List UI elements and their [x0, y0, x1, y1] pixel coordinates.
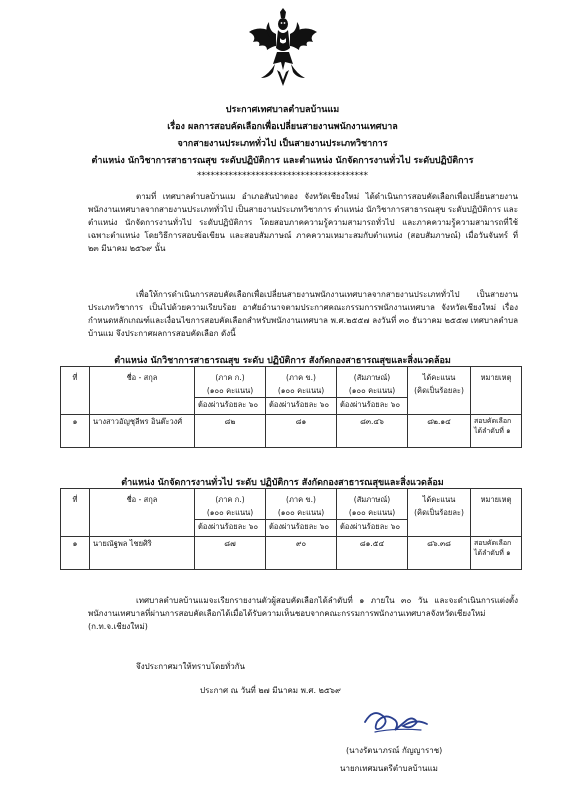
table-row — [61, 415, 522, 448]
row-part-b: ๙๐ — [266, 537, 337, 570]
row-interview: ๘๑.๕๔ — [337, 537, 408, 570]
col-name: ชื่อ - สกุล — [90, 367, 195, 415]
row-name: นางสาวอัญชุลีพร อินต๊ะวงศ์ — [90, 415, 195, 448]
paragraph-intro-text: ตามที่ เทศบาลตำบลบ้านแม อำเภอสันป่าตอง จังหวัดเชียงใหม่ ได้ดำเนินการสอบคัดเลือกเพื่อเปลี่ยนสายงานพนักงานเทศบาลจากสายงานประเภททั่วไป เป็นสายงานประเภทวิชาการ ตำแหน่ง นักวิชาการสาธารณสุข ระดับปฏิบัติการ และตำแหน่ง นักจัดการงานทั่วไป ระดับปฏิบัติการ โดยสอบภาคความรู้ความสามารถทั่วไป และภาคความรู้ความสามารถที่ใช้เฉพาะตำแหน่ง โดยวิธีการสอบข้อเขียน และสอบสัมภาษณ์ ภาคความเหมาะสมกับตำแหน่ง (สอบสัมภาษณ์) เมื่อวันจันทร์ ที่ ๒๓ มีนาคม ๒๕๖๙ นั้น — [88, 192, 518, 253]
row-part-a: ๘๗ — [195, 537, 266, 570]
paragraph-report-text: เทศบาลตำบลบ้านแมจะเรียกรายงานตัวผู้สอบคัดเลือกได้ลำดับที่ ๑ ภายใน ๓๐ วัน และจะดำเนินการแต่งตั้งพนักงานเทศบาลที่ผ่านการสอบคัดเลือกได้เมื่อได้รับความเห็นชอบจากคณะกรรมการพนักงานเทศบาลจังหวัดเชียงใหม่ (ก.ท.จ.เชียงใหม่) — [88, 596, 518, 631]
announcement-org: ประกาศเทศบาลตำบลบ้านแม — [225, 105, 340, 115]
col-notes: หมายเหตุ — [471, 367, 522, 415]
signer-name: (นางรัตนาภรณ์ กัญญาราช) — [346, 746, 443, 755]
row-percent: ๘๒.๑๔ — [408, 415, 471, 448]
col-name: ชื่อ - สกุล — [90, 489, 195, 537]
table-row — [61, 537, 522, 570]
score-table-public-health — [60, 366, 522, 448]
signer-title: นายกเทศมนตรีตำบลบ้านแม — [340, 764, 438, 773]
col-score: ได้คะแนน (คิดเป็นร้อยละ) — [408, 489, 471, 537]
announcement-subject: เรื่อง ผลการสอบคัดเลือกเพื่อเปลี่ยนสายงานพนักงานเทศบาล — [167, 122, 398, 132]
announcement-from-to: จากสายงานประเภททั่วไป เป็นสายงานประเภทวิชาการ — [177, 139, 388, 149]
row-notes: สอบคัดเลือกได้ลำดับที่ ๑ — [471, 415, 522, 448]
row-interview: ๘๓.๔๖ — [337, 415, 408, 448]
paragraph-closing-text: จึงประกาศมาให้ทราบโดยทั่วกัน — [136, 662, 246, 671]
col-no: ที่ — [61, 367, 90, 415]
col-part-b: (ภาค ข.) (๑๐๐ คะแนน) ต้องผ่านร้อยละ ๖๐ — [266, 367, 337, 415]
row-no: ๑ — [61, 415, 90, 448]
row-part-a: ๘๒ — [195, 415, 266, 448]
announcement-date: ประกาศ ณ วันที่ ๒๗ มีนาคม พ.ศ. ๒๕๖๙ — [200, 686, 341, 695]
score-table-general-admin — [60, 488, 522, 570]
paragraph-intro — [88, 190, 518, 272]
announcement-positions: ตำแหน่ง นักวิชาการสาธารณสุข ระดับปฏิบัติการ และตำแหน่ง นักจัดการงานทั่วไป ระดับปฏิบัติการ — [91, 156, 474, 166]
garuda-emblem-icon — [247, 8, 319, 88]
col-part-a: (ภาค ก.) (๑๐๐ คะแนน) ต้องผ่านร้อยละ ๖๐ — [195, 489, 266, 537]
col-part-b: (ภาค ข.) (๑๐๐ คะแนน) ต้องผ่านร้อยละ ๖๐ — [266, 489, 337, 537]
col-no: ที่ — [61, 489, 90, 537]
separator-stars: ************************************** — [197, 171, 368, 181]
col-notes: หมายเหตุ — [471, 489, 522, 537]
row-name: นายณัฐพล ไชยศิริ — [90, 537, 195, 570]
row-percent: ๘๖.๓๘ — [408, 537, 471, 570]
paragraph-report — [88, 594, 518, 636]
col-score: ได้คะแนน (คิดเป็นร้อยละ) — [408, 367, 471, 415]
table-caption-general-admin: ตำแหน่ง นักจัดการงานทั่วไป ระดับ ปฏิบัติการ สังกัดกองสาธารณสุขและสิ่งแวดล้อม — [121, 478, 444, 488]
table-caption-public-health: ตำแหน่ง นักวิชาการสาธารณสุข ระดับ ปฏิบัติการ สังกัดกองสาธารณสุขและสิ่งแวดล้อม — [114, 356, 451, 366]
paragraph-closing — [88, 660, 518, 673]
col-interview: (สัมภาษณ์) (๑๐๐ คะแนน) ต้องผ่านร้อยละ ๖๐ — [337, 367, 408, 415]
paragraph-authority-text: เพื่อให้การดำเนินการสอบคัดเลือกเพื่อเปลี่ยนสายงานพนักงานเทศบาลจากสายงานประเภททั่วไป เป็นสายงานประเภทวิชาการ เป็นไปด้วยความเรียบร้อย อาศัยอำนาจตามประกาศคณะกรรมการพนักงานเทศบาล จังหวัดเชียงใหม่ เรื่อง กำหนดหลักเกณฑ์และเงื่อนไขการสอบคัดเลือกสำหรับพนักงานเทศบาล พ.ศ.๒๕๕๗ ลงวันที่ ๓๐ ธันวาคม ๒๕๕๗ เทศบาลตำบลบ้านแม จึงประกาศผลการสอบคัดเลือก ดังนี้ — [88, 290, 518, 338]
col-interview: (สัมภาษณ์) (๑๐๐ คะแนน) ต้องผ่านร้อยละ ๖๐ — [337, 489, 408, 537]
col-part-a: (ภาค ก.) (๑๐๐ คะแนน) ต้องผ่านร้อยละ ๖๐ — [195, 367, 266, 415]
paragraph-authority — [88, 288, 518, 344]
row-notes: สอบคัดเลือกได้ลำดับที่ ๑ — [471, 537, 522, 570]
handwritten-signature-icon — [355, 700, 435, 740]
row-part-b: ๘๑ — [266, 415, 337, 448]
row-no: ๑ — [61, 537, 90, 570]
